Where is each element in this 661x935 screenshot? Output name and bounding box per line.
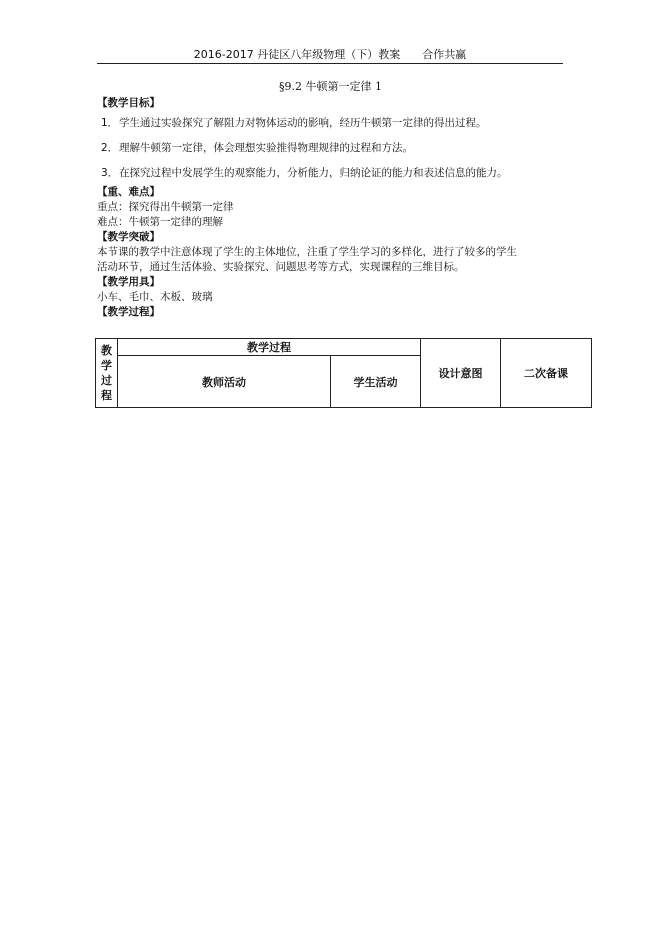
lesson-title: §9.2 牛顿第一定律 1	[279, 80, 382, 93]
tools-list: 小车、毛巾、木板、玻璃	[97, 291, 213, 303]
design-intent-header: 设计意图	[421, 339, 501, 408]
breakthrough-heading: 【教学突破】	[97, 231, 160, 243]
process-table	[95, 338, 592, 408]
second-prep-header: 二次备课	[501, 339, 592, 408]
breakthrough-line: 活动环节，通过生活体验、实验探究、问题思考等方式，实现课程的三维目标。	[97, 261, 465, 273]
goals-heading: 【教学目标】	[97, 97, 160, 109]
breakthrough-line: 本节课的教学中注意体现了学生的主体地位，注重了学生学习的多样化，进行了较多的学生	[97, 246, 517, 258]
key-point: 重点：探究得出牛顿第一定律	[97, 201, 234, 213]
process-side-label: 教 学 过 程	[96, 339, 118, 408]
goal-item: 3．在探究过程中发展学生的观察能力，分析能力，归纳论证的能力和表述信息的能力。	[101, 167, 508, 179]
goal-item: 2．理解牛顿第一定律，体会理想实验推得物理规律的过程和方法。	[101, 142, 413, 154]
process-heading: 【教学过程】	[97, 306, 160, 318]
teacher-activity-header: 教师活动	[118, 356, 331, 408]
process-header: 教学过程	[118, 339, 421, 356]
student-activity-header: 学生活动	[331, 356, 421, 408]
goal-item: 1．学生通过实验探究了解阻力对物体运动的影响，经历牛顿第一定律的得出过程。	[101, 117, 487, 129]
header-rule	[97, 63, 563, 64]
difficulty: 难点：牛顿第一定律的理解	[97, 216, 223, 228]
header-left: 2016-2017 丹徒区八年级物理（下）教案	[193, 48, 401, 61]
header-right: 合作共赢	[422, 48, 467, 61]
tools-heading: 【教学用具】	[97, 276, 160, 288]
page-header	[97, 48, 563, 62]
lesson-content	[97, 96, 567, 320]
key-heading: 【重、难点】	[97, 186, 160, 198]
